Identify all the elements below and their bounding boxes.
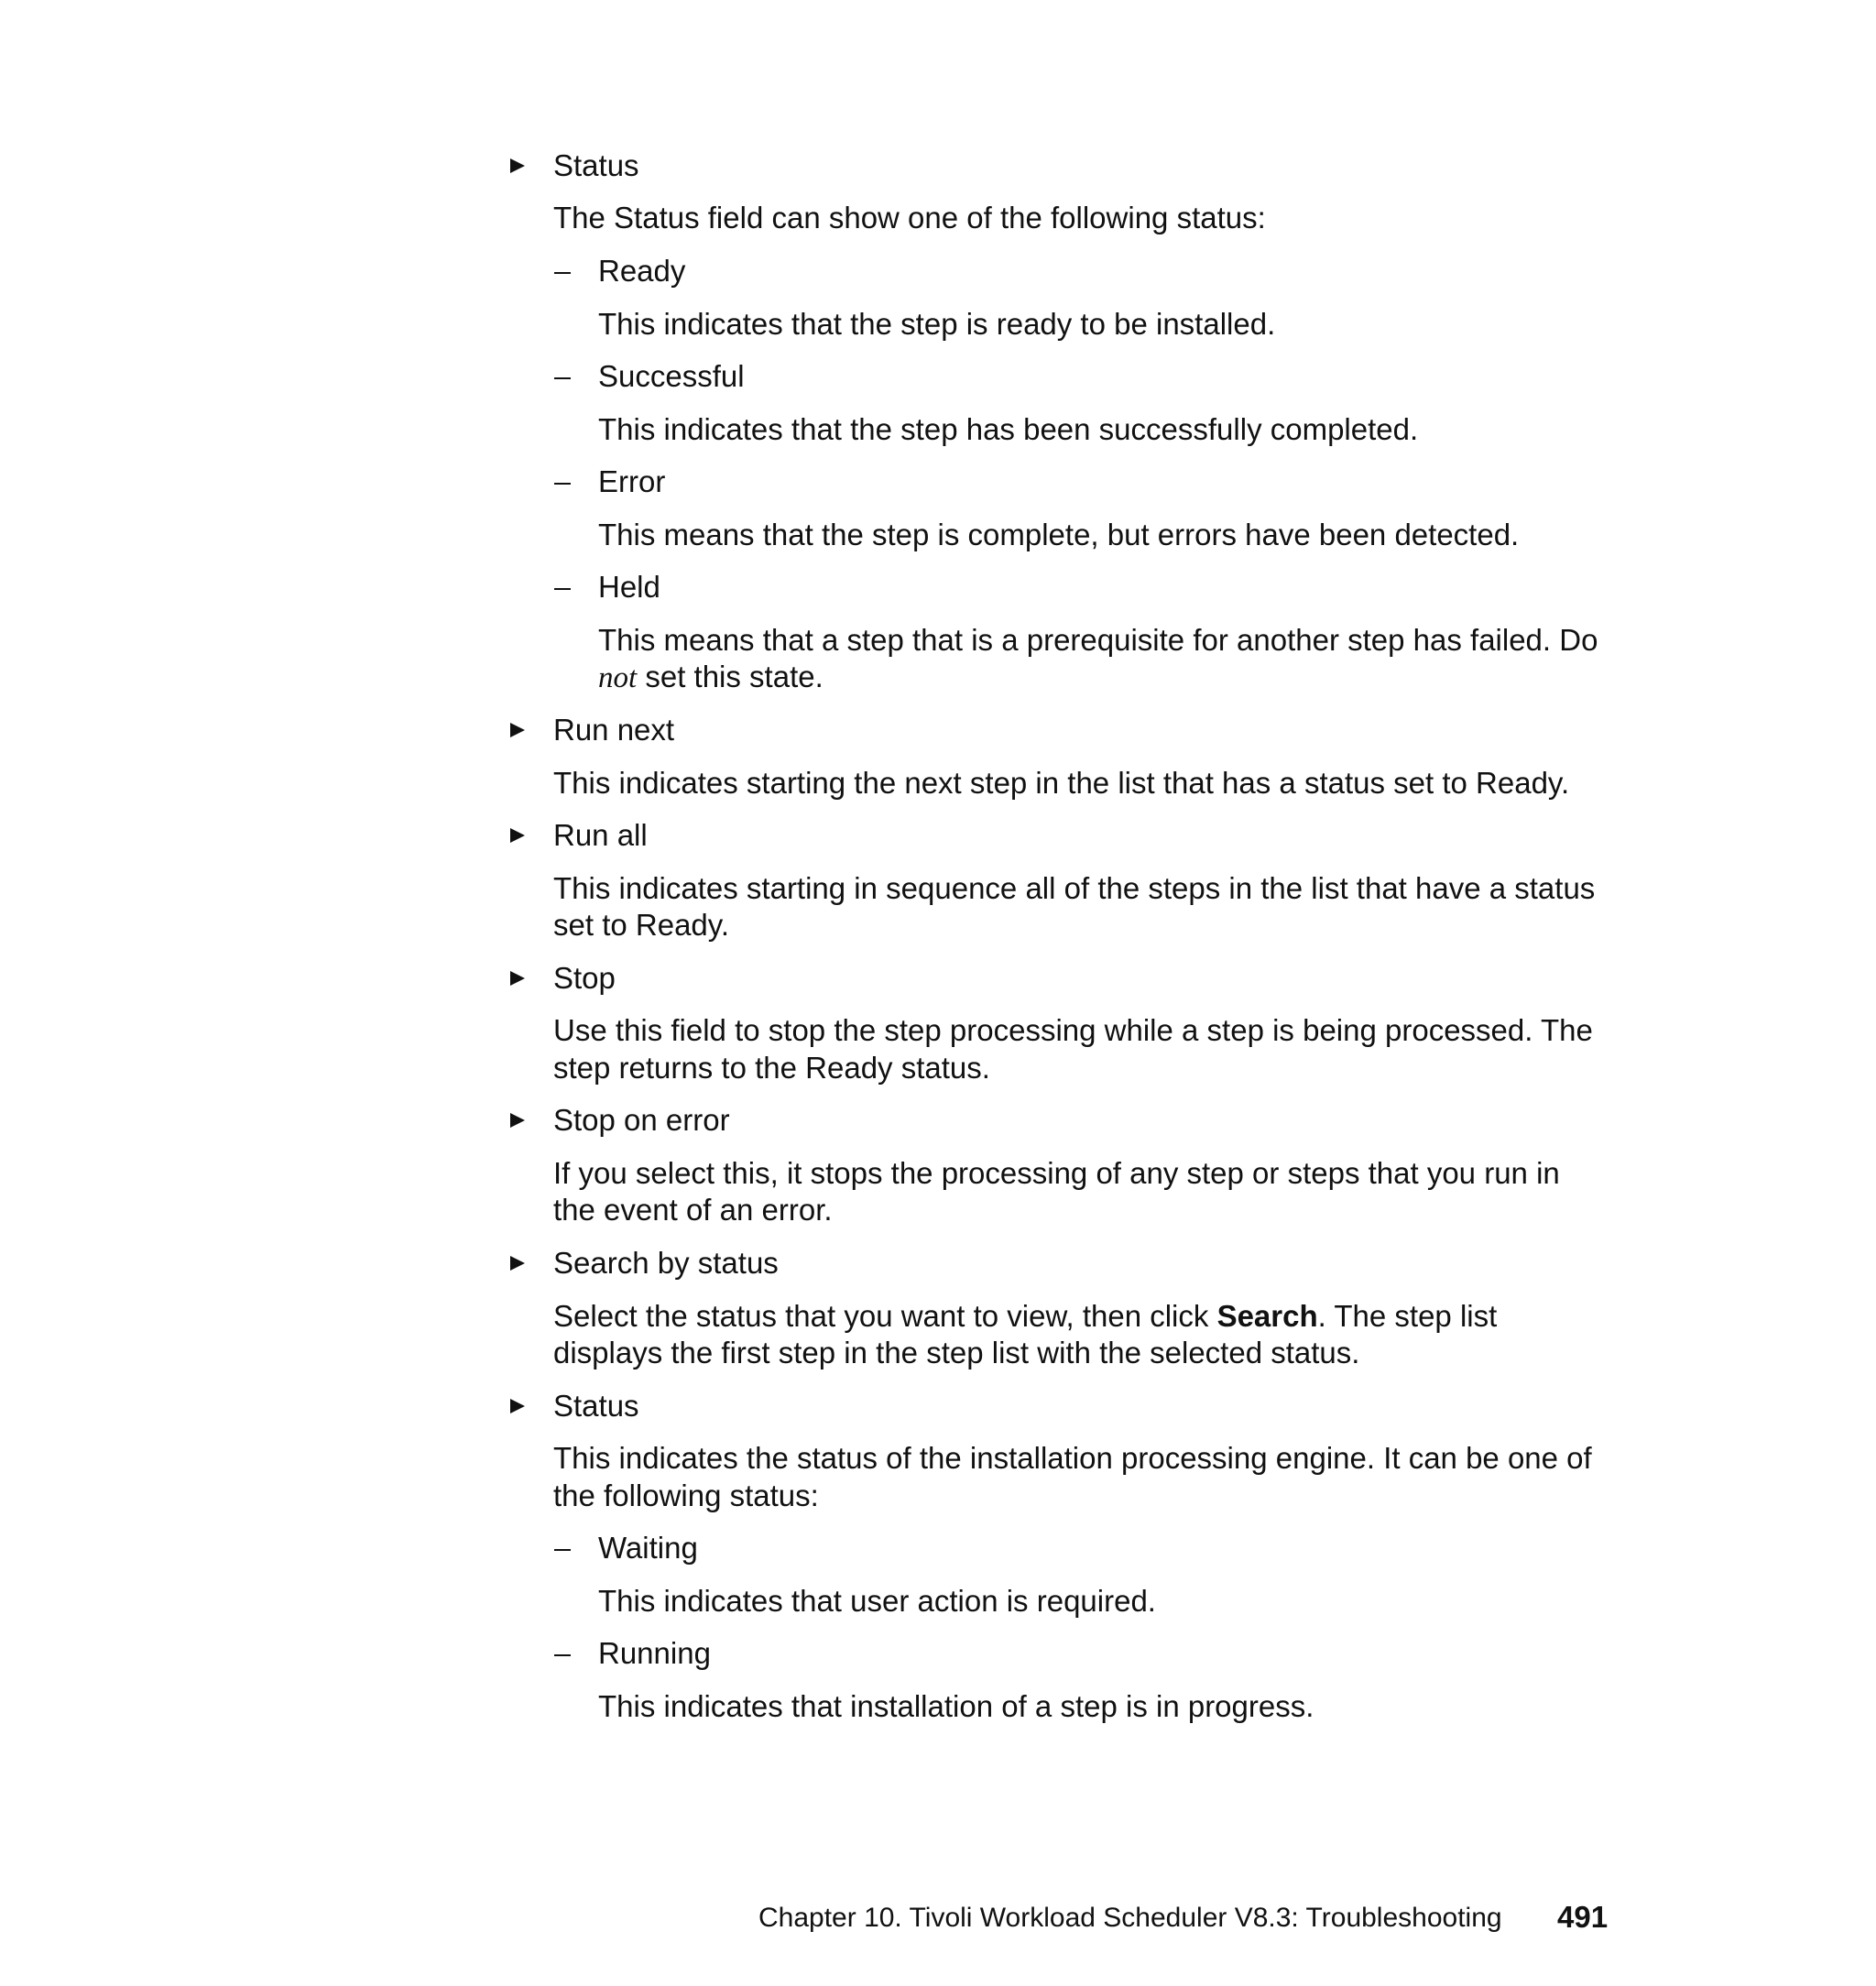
subitem-label: Running <box>598 1636 711 1670</box>
bullet-triangle-icon <box>510 158 525 173</box>
item-description: This indicates starting the next step in the list that has a status set to Ready. <box>553 766 1570 800</box>
subitem-description: This indicates that user action is required. <box>598 1584 1156 1618</box>
item-description: This indicates starting in sequence all of the steps in the list that have a status <box>553 871 1596 905</box>
item-description-line2: step returns to the Ready status. <box>553 1051 990 1085</box>
subitem-label: Error <box>598 464 666 498</box>
item-description-line2: set to Ready. <box>553 908 729 942</box>
item-description <box>553 1297 1497 1336</box>
search-keyword: Search <box>1216 1299 1318 1333</box>
item-description-line2: the event of an error. <box>553 1193 833 1227</box>
bullet-dash-icon <box>554 1549 571 1551</box>
item-label: Run next <box>553 713 675 747</box>
item-description: If you select this, it stops the processing of any step or steps that you run in <box>553 1156 1560 1190</box>
subitem-description: This indicates that the step is ready to be installed. <box>598 307 1276 341</box>
item-label: Status <box>553 148 639 182</box>
item-description: This indicates the status of the installation processing engine. It can be one of <box>553 1441 1592 1475</box>
item-label: Search by status <box>553 1246 779 1280</box>
subitem-description-rest: set this state. <box>637 660 823 693</box>
description-text: Select the status that you want to view, then click <box>553 1299 1217 1333</box>
bullet-dash-icon <box>554 272 571 274</box>
item-label: Stop on error <box>553 1103 730 1137</box>
subitem-description: This indicates that the step has been successfully completed. <box>598 412 1419 446</box>
subitem-label: Successful <box>598 359 745 393</box>
subitem-label: Ready <box>598 254 686 288</box>
description-text: . The step list <box>1317 1299 1498 1333</box>
bullet-triangle-icon <box>510 723 525 737</box>
item-label: Run all <box>553 818 648 852</box>
item-label: Status <box>553 1389 639 1423</box>
item-label: Stop <box>553 961 616 995</box>
subitem-description: This means that a step that is a prerequisite for another step has failed. Do <box>598 623 1598 657</box>
item-description: Use this field to stop the step processing while a step is being processed. The <box>553 1013 1593 1047</box>
bullet-dash-icon <box>554 483 571 485</box>
subitem-description-line2 <box>598 658 823 697</box>
footer-chapter-title: Chapter 10. Tivoli Workload Scheduler V8.3: Troubleshooting <box>758 1903 1502 1933</box>
bullet-triangle-icon <box>510 1399 525 1413</box>
bullet-triangle-icon <box>510 828 525 843</box>
subitem-label: Waiting <box>598 1531 698 1565</box>
subitem-description: This means that the step is complete, but errors have been detected. <box>598 518 1520 551</box>
bullet-dash-icon <box>554 1654 571 1656</box>
bullet-triangle-icon <box>510 1113 525 1128</box>
bullet-triangle-icon <box>510 1256 525 1271</box>
bullet-triangle-icon <box>510 971 525 986</box>
emphasis-text: not <box>598 661 638 694</box>
subitem-description: This indicates that installation of a step is in progress. <box>598 1689 1314 1723</box>
item-description-line2: the following status: <box>553 1479 819 1512</box>
item-description-line2: displays the first step in the step list with the selected status. <box>553 1336 1360 1369</box>
item-description: The Status field can show one of the following status: <box>553 201 1266 235</box>
subitem-label: Held <box>598 570 660 604</box>
bullet-dash-icon <box>554 588 571 590</box>
bullet-dash-icon <box>554 377 571 379</box>
page-number: 491 <box>1557 1900 1609 1934</box>
